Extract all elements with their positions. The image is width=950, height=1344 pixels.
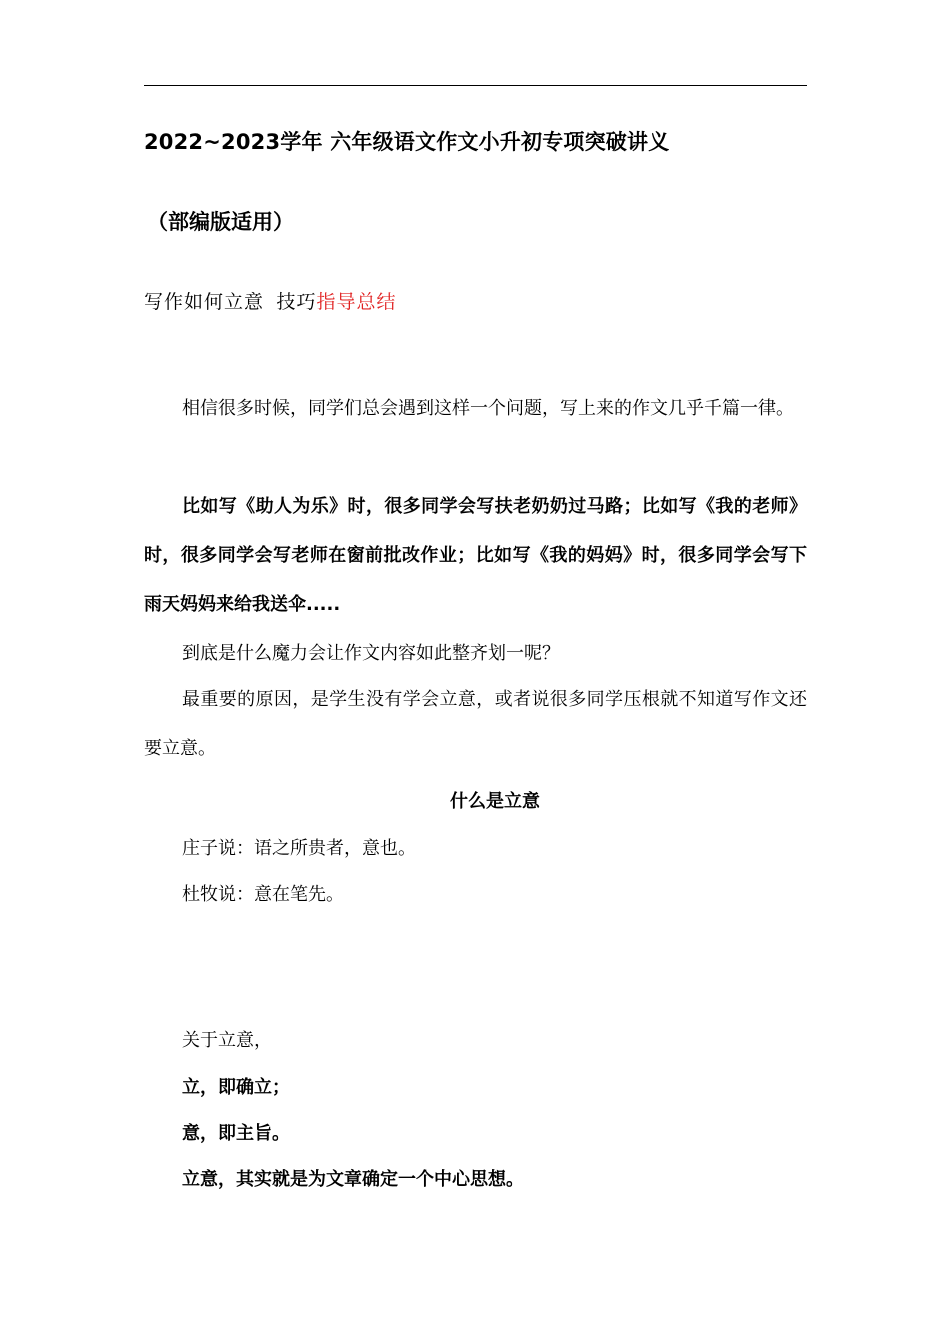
quote-zhuangzi: 庄子说：语之所贵者，意也。 (182, 838, 416, 859)
paragraph-examples: 比如写《助人为乐》时，很多同学会写扶老奶奶过马路；比如写《我的老师》时，很多同学会写老师在窗前批改作业；比如写《我的妈妈》时，很多同学会写下雨天妈妈来给我送伞..... (144, 496, 807, 615)
document-title: 2022~2023学年 六年级语文作文小升初专项突破讲义 (144, 130, 670, 154)
what-is-heading: 什么是立意 (450, 791, 540, 812)
document-subtitle: （部编版适用） (147, 210, 294, 234)
section-heading (144, 287, 396, 314)
about-line-definition: 立意，其实就是为文章确定一个中心思想。 (182, 1169, 524, 1190)
quote-dumu: 杜牧说：意在笔先。 (182, 884, 344, 905)
about-line-li: 立，即确立； (182, 1077, 290, 1098)
paragraph-reason: 最重要的原因，是学生没有学会立意，或者说很多同学压根就不知道写作文还要立意。 (144, 689, 807, 759)
about-intro: 关于立意， (182, 1030, 272, 1051)
about-line-yi: 意，即主旨。 (182, 1123, 290, 1144)
paragraph-question: 到底是什么魔力会让作文内容如此整齐划一呢？ (182, 643, 560, 664)
paragraph-intro: 相信很多时候，同学们总会遇到这样一个问题，写上来的作文几乎千篇一律。 (182, 398, 794, 419)
section-heading-highlight: 指导总结 (316, 291, 397, 313)
header-rule (144, 85, 807, 86)
section-heading-main: 写作如何立意 技巧 (144, 291, 317, 313)
